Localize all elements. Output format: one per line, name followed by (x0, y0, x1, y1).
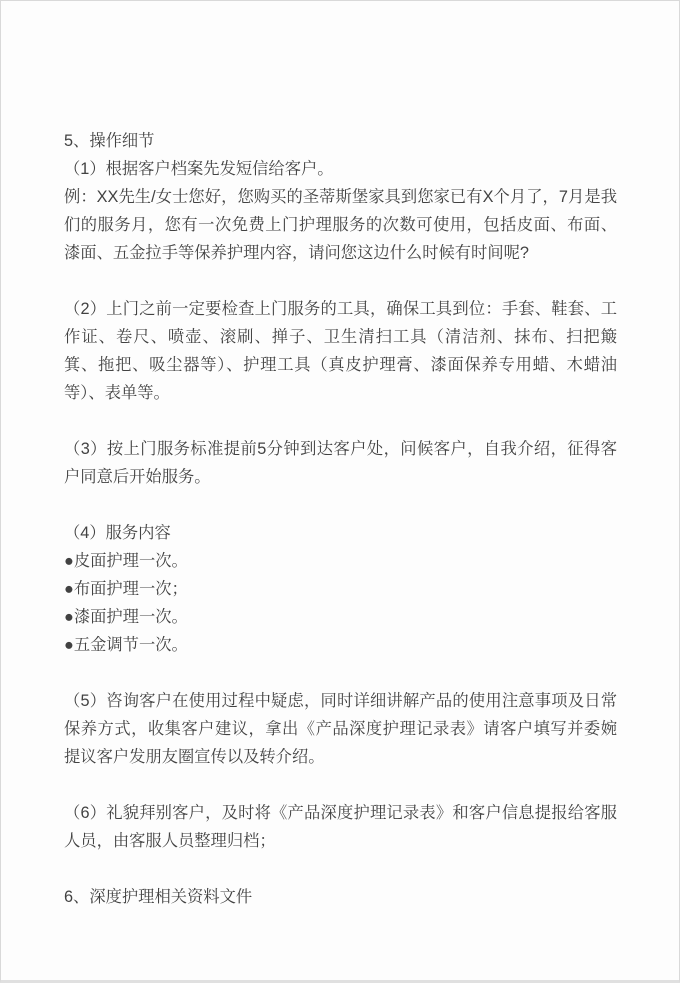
list-item: ●布面护理一次； (64, 580, 188, 598)
document-body (1, 1, 679, 911)
section5-heading: 5、操作细节 (64, 132, 155, 150)
section6-heading: 6、深度护理相关资料文件 (64, 888, 253, 906)
section5-item5: （5）咨询客户在使用过程中疑虑，同时详细讲解产品的使用注意事项及日常保养方式，收集客户建议，拿出《产品深度护理记录表》请客户填写并委婉提议客户发朋友圈宣传以及转介绍。 (64, 692, 617, 766)
section5-item1-example: 例：XX先生/女士您好，您购买的圣蒂斯堡家具到您家已有X个月了，7月是我们的服务月，您有一次免费上门护理服务的次数可使用，包括皮面、布面、漆面、五金拉手等保养护理内容，请问您这边什么时候有时间呢? (64, 188, 617, 262)
section5-item4-heading: （4）服务内容 (64, 524, 171, 542)
service-content-list (64, 547, 617, 659)
list-item: ●五金调节一次。 (64, 636, 188, 654)
list-item: ●皮面护理一次。 (64, 552, 188, 570)
section5-item1: （1）根据客户档案先发短信给客户。 (64, 160, 334, 178)
section5-item6: （6）礼貌拜别客户，及时将《产品深度护理记录表》和客户信息提报给客服人员，由客服人员整理归档； (64, 804, 617, 850)
section5-item3: （3）按上门服务标准提前5分钟到达客户处，问候客户，自我介绍，征得客户同意后开始服务。 (64, 440, 617, 486)
list-item: ●漆面护理一次。 (64, 608, 188, 626)
section5-item2: （2）上门之前一定要检查上门服务的工具，确保工具到位：手套、鞋套、工作证、卷尺、喷壶、滚刷、掸子、卫生清扫工具（清洁剂、抹布、扫把簸箕、拖把、吸尘器等）、护理工具（真皮护理膏、漆面保养专用蜡、木蜡油等）、表单等。 (64, 300, 617, 402)
